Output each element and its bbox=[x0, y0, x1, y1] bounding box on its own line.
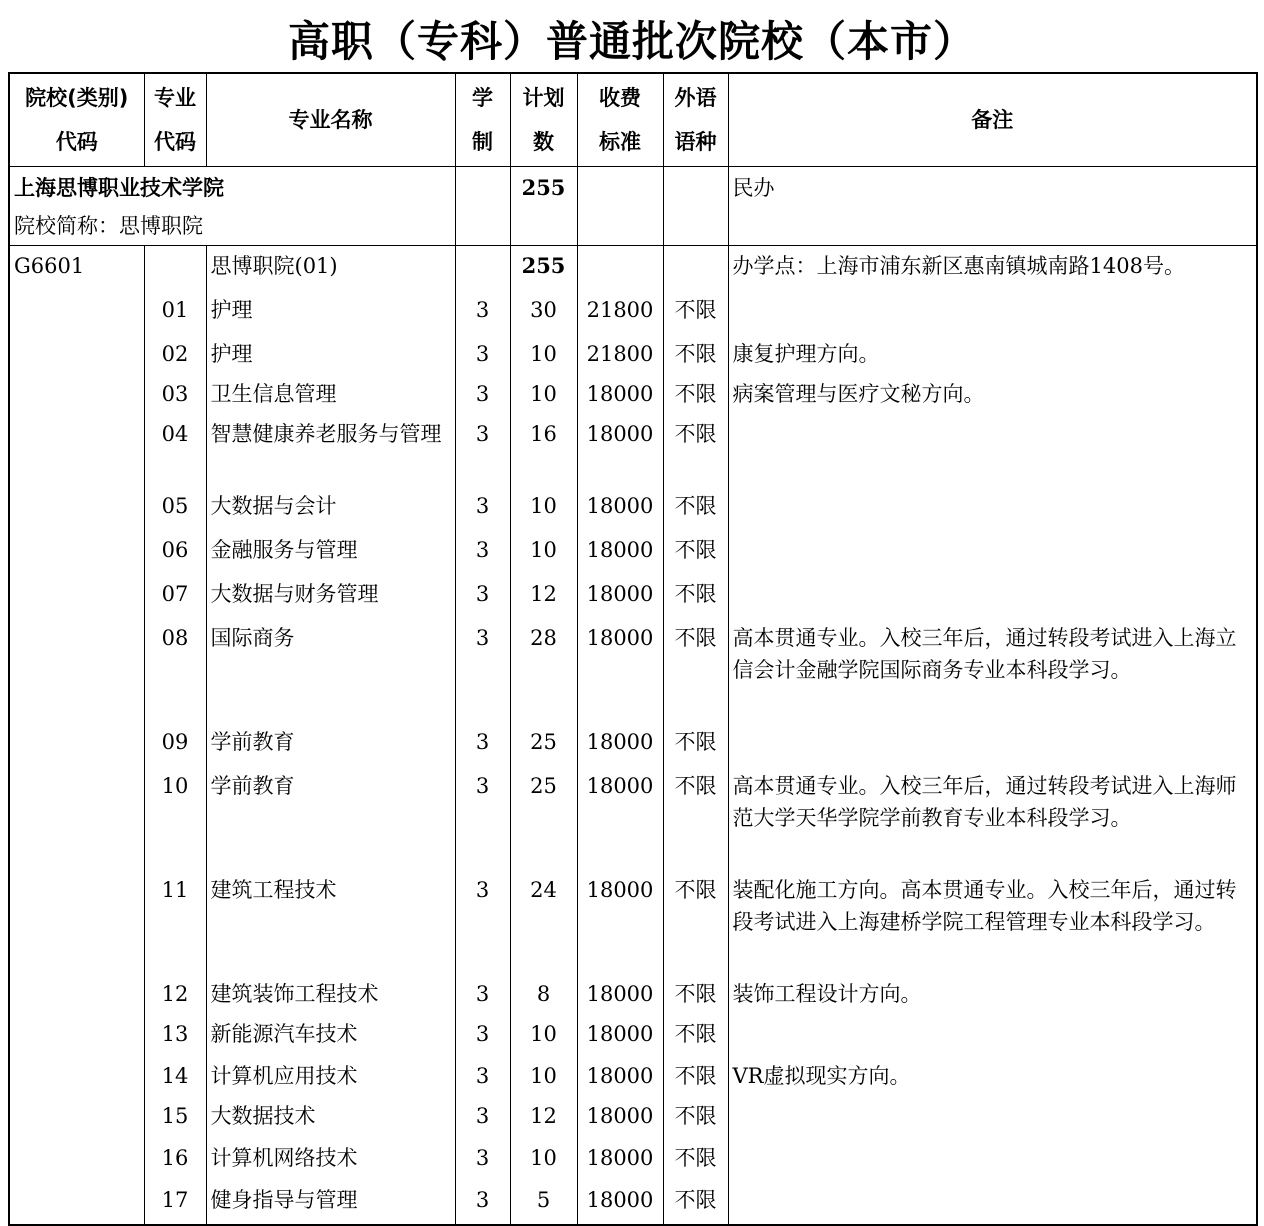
major-fee: 18000 bbox=[577, 1180, 663, 1225]
major-note bbox=[728, 722, 1257, 766]
school-code-empty bbox=[9, 1138, 144, 1180]
major-code: 04 bbox=[144, 414, 206, 486]
group-name: 思博职院(01) bbox=[206, 246, 455, 291]
major-language: 不限 bbox=[663, 766, 728, 870]
major-plan: 10 bbox=[510, 374, 577, 414]
major-note bbox=[728, 574, 1257, 618]
table-row bbox=[9, 766, 1257, 870]
major-plan: 16 bbox=[510, 414, 577, 486]
major-language: 不限 bbox=[663, 974, 728, 1014]
major-years: 3 bbox=[455, 722, 510, 766]
group-row bbox=[9, 246, 1257, 291]
header-major-code-line1: 专业 bbox=[154, 86, 196, 110]
table-row bbox=[9, 334, 1257, 374]
school-fee bbox=[577, 167, 663, 246]
major-years: 3 bbox=[455, 766, 510, 870]
major-plan: 28 bbox=[510, 618, 577, 722]
table-row bbox=[9, 1096, 1257, 1138]
school-code-empty bbox=[9, 1056, 144, 1096]
school-row bbox=[9, 167, 1257, 246]
header-language bbox=[663, 73, 728, 167]
major-note: 病案管理与医疗文秘方向。 bbox=[728, 374, 1257, 414]
major-plan: 24 bbox=[510, 870, 577, 974]
major-name: 大数据与财务管理 bbox=[206, 574, 455, 618]
school-code-empty bbox=[9, 414, 144, 486]
table-row bbox=[9, 618, 1257, 722]
major-code: 10 bbox=[144, 766, 206, 870]
major-note: 高本贯通专业。入校三年后，通过转段考试进入上海师范大学天华学院学前教育专业本科段学习。 bbox=[728, 766, 1257, 870]
school-code-empty bbox=[9, 1180, 144, 1225]
header-plan-line1: 计划 bbox=[522, 86, 565, 110]
group-years bbox=[455, 246, 510, 291]
school-code-empty bbox=[9, 530, 144, 574]
major-fee: 21800 bbox=[577, 334, 663, 374]
group-fee bbox=[577, 246, 663, 291]
header-fee-line2: 标准 bbox=[599, 130, 641, 154]
major-years: 3 bbox=[455, 974, 510, 1014]
major-plan: 10 bbox=[510, 334, 577, 374]
header-plan bbox=[510, 73, 577, 167]
table-row bbox=[9, 870, 1257, 974]
major-name: 智慧健康养老服务与管理 bbox=[206, 414, 455, 486]
major-fee: 18000 bbox=[577, 530, 663, 574]
major-language: 不限 bbox=[663, 486, 728, 530]
major-years: 3 bbox=[455, 290, 510, 334]
school-code-empty bbox=[9, 334, 144, 374]
table-row bbox=[9, 1138, 1257, 1180]
major-name: 护理 bbox=[206, 290, 455, 334]
school-code-empty bbox=[9, 374, 144, 414]
major-name: 建筑工程技术 bbox=[206, 870, 455, 974]
major-years: 3 bbox=[455, 1138, 510, 1180]
major-code: 16 bbox=[144, 1138, 206, 1180]
major-language: 不限 bbox=[663, 1138, 728, 1180]
major-fee: 18000 bbox=[577, 1138, 663, 1180]
major-years: 3 bbox=[455, 530, 510, 574]
table-row bbox=[9, 1056, 1257, 1096]
header-school-code bbox=[9, 73, 144, 167]
header-major-code-line2: 代码 bbox=[154, 130, 196, 154]
major-note bbox=[728, 1096, 1257, 1138]
school-code-empty bbox=[9, 722, 144, 766]
major-language: 不限 bbox=[663, 574, 728, 618]
major-code: 03 bbox=[144, 374, 206, 414]
major-language: 不限 bbox=[663, 414, 728, 486]
major-name: 学前教育 bbox=[206, 722, 455, 766]
major-years: 3 bbox=[455, 1014, 510, 1056]
header-major-name: 专业名称 bbox=[206, 73, 455, 167]
major-fee: 18000 bbox=[577, 374, 663, 414]
major-note: VR虚拟现实方向。 bbox=[728, 1056, 1257, 1096]
school-code-empty bbox=[9, 290, 144, 334]
major-note bbox=[728, 414, 1257, 486]
school-code-empty bbox=[9, 1096, 144, 1138]
major-name: 国际商务 bbox=[206, 618, 455, 722]
header-plan-line2: 数 bbox=[533, 130, 554, 154]
major-years: 3 bbox=[455, 486, 510, 530]
header-years bbox=[455, 73, 510, 167]
major-rows bbox=[9, 290, 1257, 1225]
major-note: 装饰工程设计方向。 bbox=[728, 974, 1257, 1014]
table-row bbox=[9, 486, 1257, 530]
school-name: 上海思博职业技术学院 bbox=[14, 176, 224, 200]
major-plan: 12 bbox=[510, 1096, 577, 1138]
major-plan: 10 bbox=[510, 1138, 577, 1180]
major-language: 不限 bbox=[663, 870, 728, 974]
school-years bbox=[455, 167, 510, 246]
major-language: 不限 bbox=[663, 334, 728, 374]
major-code: 09 bbox=[144, 722, 206, 766]
table-row bbox=[9, 1180, 1257, 1225]
major-note bbox=[728, 530, 1257, 574]
major-language: 不限 bbox=[663, 530, 728, 574]
school-type: 民办 bbox=[728, 167, 1257, 246]
header-years-line1: 学 bbox=[472, 86, 493, 110]
school-code-empty bbox=[9, 766, 144, 870]
major-plan: 12 bbox=[510, 574, 577, 618]
school-code-empty bbox=[9, 486, 144, 530]
major-name: 学前教育 bbox=[206, 766, 455, 870]
major-fee: 18000 bbox=[577, 618, 663, 722]
header-years-line2: 制 bbox=[472, 130, 493, 154]
major-plan: 10 bbox=[510, 1056, 577, 1096]
major-code: 02 bbox=[144, 334, 206, 374]
group-code: G6601 bbox=[9, 246, 144, 291]
major-note: 康复护理方向。 bbox=[728, 334, 1257, 374]
major-code: 01 bbox=[144, 290, 206, 334]
major-fee: 18000 bbox=[577, 574, 663, 618]
header-fee bbox=[577, 73, 663, 167]
major-name: 护理 bbox=[206, 334, 455, 374]
major-note bbox=[728, 1180, 1257, 1225]
table-row bbox=[9, 722, 1257, 766]
major-code: 14 bbox=[144, 1056, 206, 1096]
school-cell bbox=[9, 167, 455, 246]
major-fee: 21800 bbox=[577, 290, 663, 334]
table-row bbox=[9, 1014, 1257, 1056]
major-note: 高本贯通专业。入校三年后，通过转段考试进入上海立信会计金融学院国际商务专业本科段学习。 bbox=[728, 618, 1257, 722]
major-language: 不限 bbox=[663, 1014, 728, 1056]
major-plan: 10 bbox=[510, 1014, 577, 1056]
major-years: 3 bbox=[455, 334, 510, 374]
major-fee: 18000 bbox=[577, 1096, 663, 1138]
major-name: 健身指导与管理 bbox=[206, 1180, 455, 1225]
major-language: 不限 bbox=[663, 722, 728, 766]
major-code: 11 bbox=[144, 870, 206, 974]
major-note: 装配化施工方向。高本贯通专业。入校三年后，通过转段考试进入上海建桥学院工程管理专业本科段学习。 bbox=[728, 870, 1257, 974]
table-row bbox=[9, 374, 1257, 414]
school-plan: 255 bbox=[510, 167, 577, 246]
table-row bbox=[9, 974, 1257, 1014]
major-plan: 10 bbox=[510, 486, 577, 530]
header-school-code-line2: 代码 bbox=[55, 130, 98, 154]
major-fee: 18000 bbox=[577, 1014, 663, 1056]
header-major-code bbox=[144, 73, 206, 167]
major-language: 不限 bbox=[663, 290, 728, 334]
header-fee-line1: 收费 bbox=[599, 86, 641, 110]
major-name: 新能源汽车技术 bbox=[206, 1014, 455, 1056]
major-language: 不限 bbox=[663, 1180, 728, 1225]
major-fee: 18000 bbox=[577, 1056, 663, 1096]
school-code-empty bbox=[9, 574, 144, 618]
major-fee: 18000 bbox=[577, 766, 663, 870]
major-years: 3 bbox=[455, 870, 510, 974]
major-years: 3 bbox=[455, 1056, 510, 1096]
major-fee: 18000 bbox=[577, 722, 663, 766]
table-row bbox=[9, 530, 1257, 574]
group-language bbox=[663, 246, 728, 291]
major-language: 不限 bbox=[663, 1096, 728, 1138]
major-years: 3 bbox=[455, 374, 510, 414]
major-note bbox=[728, 1138, 1257, 1180]
major-fee: 18000 bbox=[577, 486, 663, 530]
major-fee: 18000 bbox=[577, 414, 663, 486]
school-code-empty bbox=[9, 974, 144, 1014]
major-name: 计算机应用技术 bbox=[206, 1056, 455, 1096]
table-row bbox=[9, 290, 1257, 334]
major-note bbox=[728, 290, 1257, 334]
major-name: 金融服务与管理 bbox=[206, 530, 455, 574]
major-code: 17 bbox=[144, 1180, 206, 1225]
major-fee: 18000 bbox=[577, 974, 663, 1014]
header-notes: 备注 bbox=[728, 73, 1257, 167]
major-plan: 25 bbox=[510, 766, 577, 870]
major-years: 3 bbox=[455, 1096, 510, 1138]
major-code: 07 bbox=[144, 574, 206, 618]
page-title: 高职（专科）普通批次院校（本市） bbox=[287, 17, 976, 66]
header-school-code-line1: 院校(类别) bbox=[25, 86, 129, 110]
major-code: 15 bbox=[144, 1096, 206, 1138]
school-language bbox=[663, 167, 728, 246]
major-name: 大数据技术 bbox=[206, 1096, 455, 1138]
major-code: 05 bbox=[144, 486, 206, 530]
major-plan: 10 bbox=[510, 530, 577, 574]
major-code: 13 bbox=[144, 1014, 206, 1056]
major-years: 3 bbox=[455, 574, 510, 618]
major-years: 3 bbox=[455, 618, 510, 722]
group-note: 办学点：上海市浦东新区惠南镇城南路1408号。 bbox=[728, 246, 1257, 291]
enrollment-plan-table bbox=[8, 72, 1258, 1226]
major-plan: 30 bbox=[510, 290, 577, 334]
major-note bbox=[728, 1014, 1257, 1056]
header-language-line2: 语种 bbox=[674, 130, 717, 154]
major-name: 卫生信息管理 bbox=[206, 374, 455, 414]
major-language: 不限 bbox=[663, 374, 728, 414]
major-code: 06 bbox=[144, 530, 206, 574]
major-code: 08 bbox=[144, 618, 206, 722]
major-years: 3 bbox=[455, 414, 510, 486]
major-note bbox=[728, 486, 1257, 530]
major-name: 建筑装饰工程技术 bbox=[206, 974, 455, 1014]
major-code: 12 bbox=[144, 974, 206, 1014]
school-code-empty bbox=[9, 870, 144, 974]
major-plan: 5 bbox=[510, 1180, 577, 1225]
school-code-empty bbox=[9, 618, 144, 722]
major-plan: 8 bbox=[510, 974, 577, 1014]
header-language-line1: 外语 bbox=[674, 86, 717, 110]
table-row bbox=[9, 414, 1257, 486]
major-name: 大数据与会计 bbox=[206, 486, 455, 530]
table-row bbox=[9, 574, 1257, 618]
major-language: 不限 bbox=[663, 618, 728, 722]
group-plan: 255 bbox=[510, 246, 577, 291]
major-years: 3 bbox=[455, 1180, 510, 1225]
major-plan: 25 bbox=[510, 722, 577, 766]
major-fee: 18000 bbox=[577, 870, 663, 974]
school-short-name: 院校简称：思博职院 bbox=[14, 214, 203, 238]
group-major-code bbox=[144, 246, 206, 291]
header-row bbox=[9, 73, 1257, 167]
major-language: 不限 bbox=[663, 1056, 728, 1096]
major-name: 计算机网络技术 bbox=[206, 1138, 455, 1180]
school-code-empty bbox=[9, 1014, 144, 1056]
